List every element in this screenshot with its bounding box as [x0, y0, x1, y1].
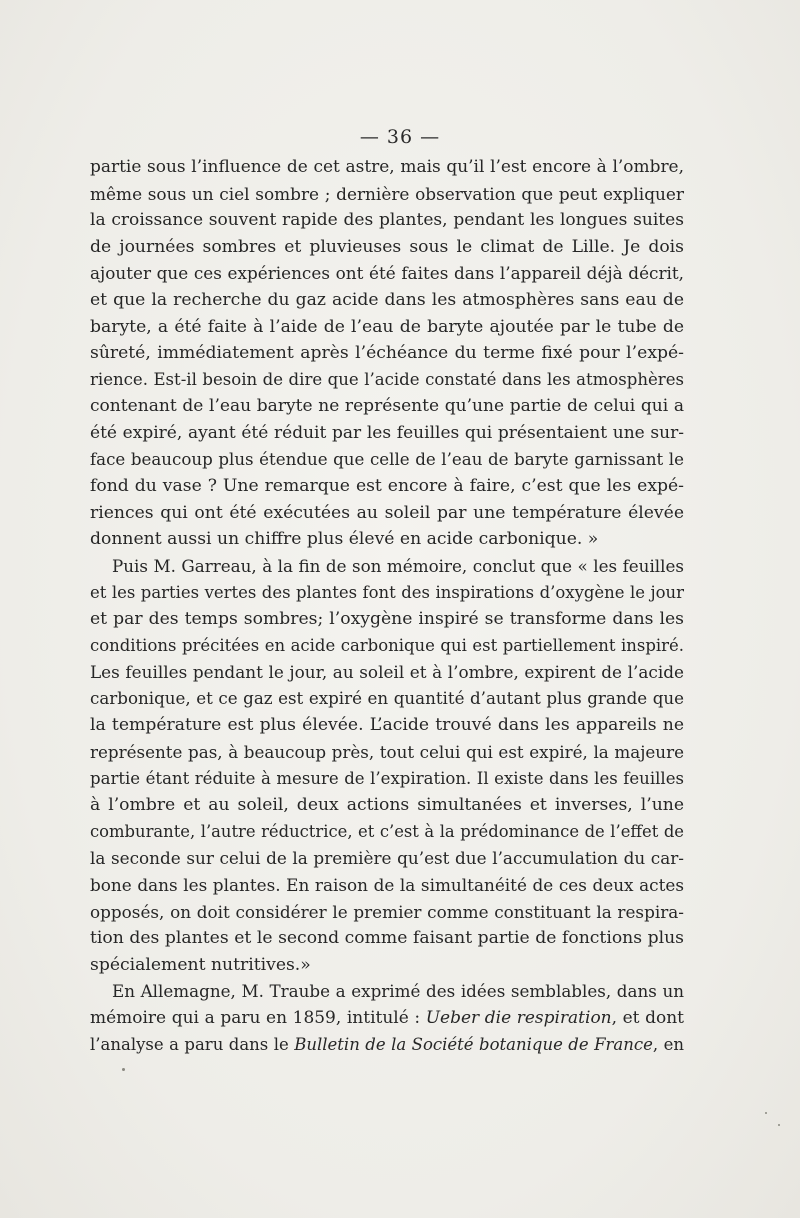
text-line: de journées sombres et pluvieuses sous le climat de Lille. Je dois	[90, 236, 684, 257]
line-text: l’analyse a paru dans le	[90, 1034, 295, 1054]
paragraph-end-line: spécialement nutritives.»	[90, 954, 311, 975]
text-line: représente pas, à beaucoup près, tout celui qui est expiré, la majeure	[90, 742, 684, 763]
line-text-after: , en	[652, 1034, 684, 1054]
text-line: baryte, a été faite à l’aide de l’eau de baryte ajoutée par le tube de	[90, 316, 684, 337]
text-line: riences qui ont été exécutées au soleil par une température élevée	[90, 502, 684, 523]
paragraph-end-line: donnent aussi un chiffre plus élevé en acide carbonique. »	[90, 529, 599, 550]
text-line: carbonique, et ce gaz est expiré en quantité d’autant plus grande que	[90, 688, 684, 708]
paper-speck	[765, 1112, 767, 1114]
paragraph-start-line: En Allemagne, M. Traube a exprimé des idées semblables, dans un	[112, 981, 684, 1002]
text-line: et que la recherche du gaz acide dans les atmosphères sans eau de	[90, 289, 684, 310]
page-number: — 36 —	[359, 126, 441, 148]
text-line: même sous un ciel sombre ; dernière observation que peut expliquer	[90, 183, 684, 204]
text-line: conditions précitées en acide carbonique qui est partiellement inspiré.	[90, 635, 684, 655]
text-line: fond du vase ? Une remarque est encore à faire, c’est que les expé-	[90, 476, 684, 497]
text-line: sûreté, immédiatement après l’échéance du terme fixé pour l’expé-	[90, 343, 684, 364]
text-line: face beaucoup plus étendue que celle de l’eau de baryte garnissant le	[90, 449, 684, 469]
text-line: été expiré, ayant été réduit par les feuilles qui présentaient une sur-	[90, 422, 684, 443]
text-line: opposés, on doit considérer le premier comme constituant la respira-	[90, 901, 684, 922]
text-line: comburante, l’autre réductrice, et c’est à la prédominance de l’effet de	[90, 821, 684, 841]
paper-speck	[122, 1068, 125, 1071]
paragraph-start-line: Puis M. Garreau, à la fin de son mémoire, conclut que « les feuilles	[112, 555, 684, 576]
text-line: et par des temps sombres; l’oxygène inspiré se transforme dans les	[90, 609, 684, 630]
text-line: et les parties vertes des plantes font des inspirations d’oxygène le jour	[90, 582, 684, 602]
text-line: rience. Est-il besoin de dire que l’acide constaté dans les atmosphères	[90, 369, 684, 389]
text-line-with-title	[90, 1005, 684, 1032]
text-line: tion des plantes et le second comme faisant partie de fonctions plus	[90, 928, 684, 949]
text-line: la croissance souvent rapide des plantes, pendant les longues suites	[90, 210, 684, 231]
text-line: la seconde sur celui de la première qu’est due l’accumulation du car-	[90, 848, 684, 869]
text-line: à l’ombre et au soleil, deux actions simultanées et inverses, l’une	[90, 795, 684, 816]
text-line: partie sous l’influence de cet astre, mais qu’il l’est encore à l’ombre,	[90, 157, 684, 177]
text-line: contenant de l’eau baryte ne représente qu’une partie de celui qui a	[90, 396, 684, 417]
line-text-after: , et dont	[611, 1008, 684, 1028]
text-line: la température est plus élevée. L’acide trouvé dans les appareils ne	[90, 715, 684, 736]
text-line: ajouter que ces expériences ont été faites dans l’appareil déjà décrit,	[90, 263, 684, 284]
text-line: Les feuilles pendant le jour, au soleil et à l’ombre, expirent de l’acide	[90, 662, 684, 683]
journal-title: Bulletin de la Société botanique de France	[294, 1034, 653, 1054]
paper-speck	[778, 1124, 780, 1126]
text-line: bone dans les plantes. En raison de la simultanéité de ces deux actes	[90, 875, 684, 896]
work-title: Ueber die respiration	[425, 1008, 612, 1028]
line-text: mémoire qui a paru en 1859, intitulé :	[90, 1008, 426, 1028]
body-text	[90, 154, 684, 1058]
text-line-with-title	[90, 1032, 684, 1059]
text-line: partie étant réduite à mesure de l’expiration. Il existe dans les feuilles	[90, 768, 684, 788]
